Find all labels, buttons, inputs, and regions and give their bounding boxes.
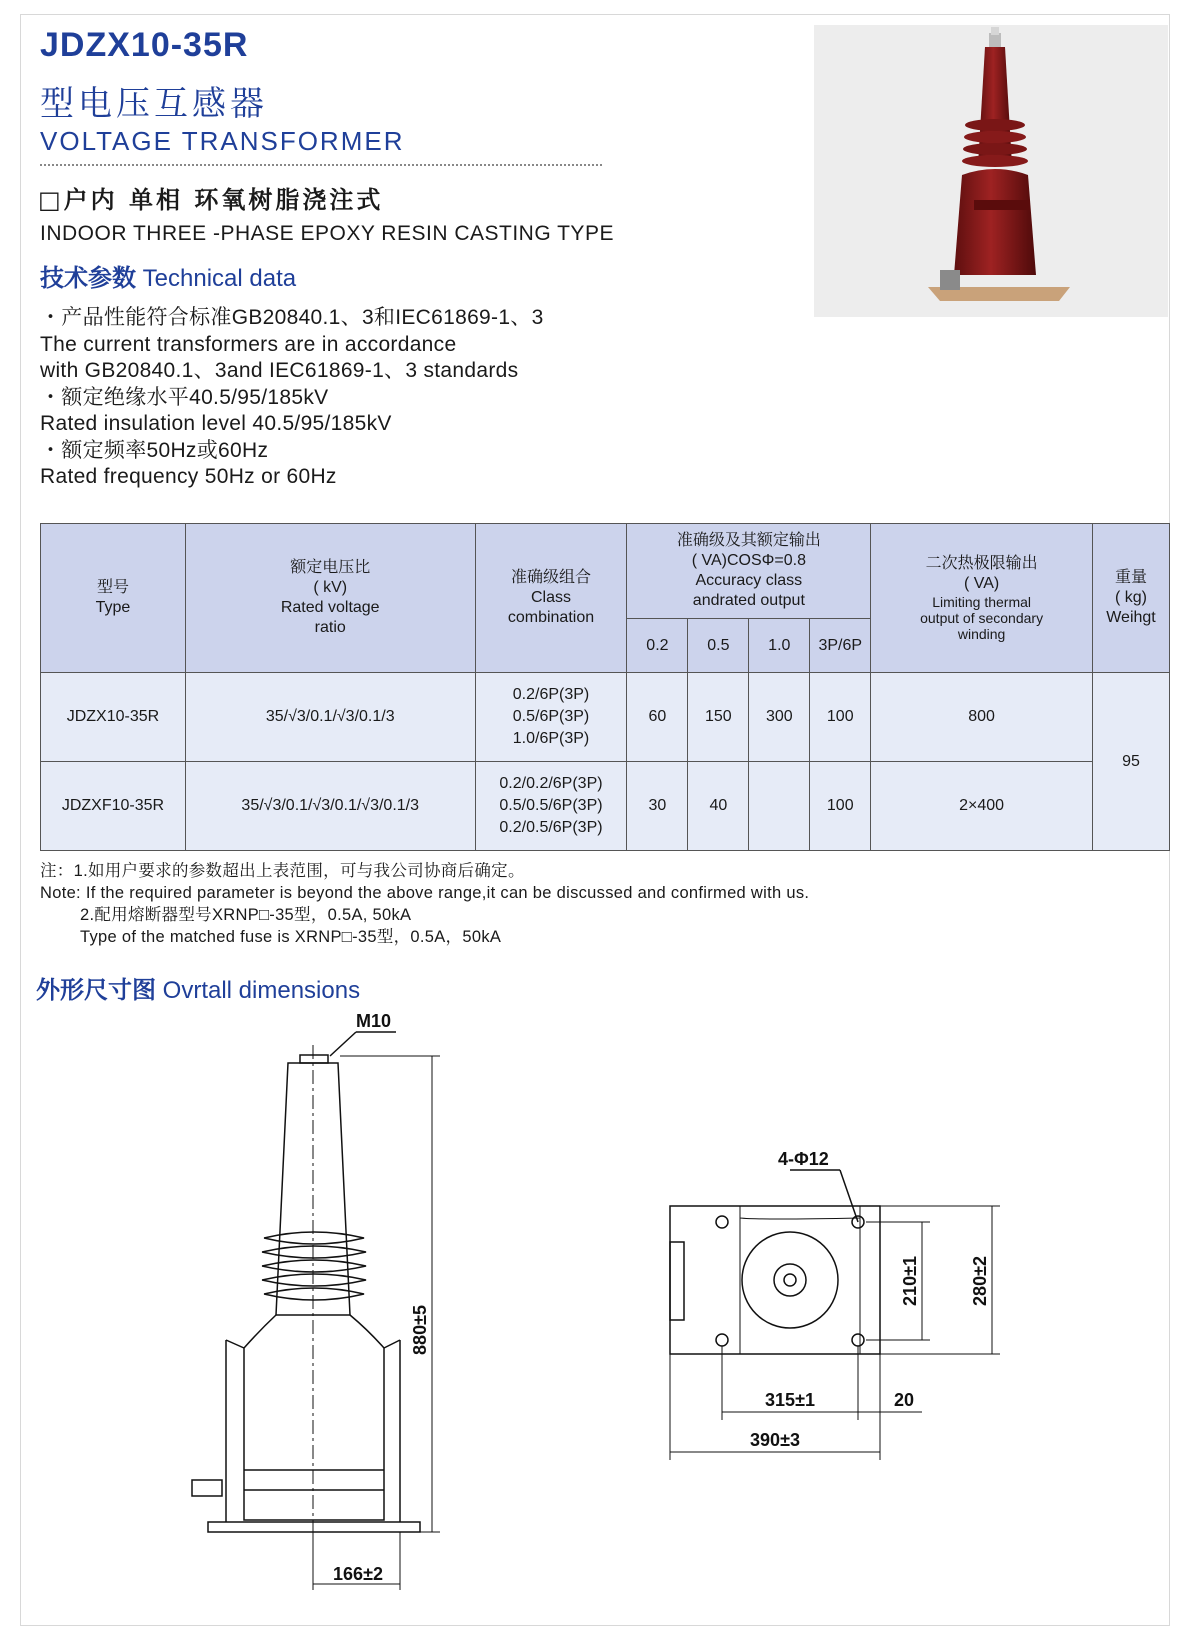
header-acc-1.0: 1.0 bbox=[749, 619, 810, 673]
header-limiting-en2: output of secondary bbox=[920, 610, 1044, 626]
class-line: 0.5/6P(3P) bbox=[512, 708, 590, 725]
cell-acc-3p6p: 100 bbox=[810, 762, 871, 851]
dim-315: 315±1 bbox=[765, 1390, 815, 1410]
header-accuracy-en: Accuracy class bbox=[695, 572, 803, 589]
note-line: 2.配用熔断器型号XRNP□-35型，0.5A, 50kA bbox=[80, 906, 412, 924]
header-class-cn: 准确级组合 bbox=[510, 569, 591, 586]
cell-acc-0.2: 60 bbox=[627, 673, 688, 762]
top-view-drawing bbox=[670, 1170, 1000, 1460]
header-acc-0.2: 0.2 bbox=[627, 619, 688, 673]
header-weight-cn: 重量 bbox=[1114, 569, 1147, 586]
class-line: 0.2/0.2/6P(3P) bbox=[499, 775, 603, 792]
cell-acc-0.5: 150 bbox=[688, 673, 749, 762]
header-limiting-en3: winding bbox=[957, 626, 1006, 642]
spec-line: ・额定频率50Hz或60Hz bbox=[40, 438, 269, 462]
cell-acc-3p6p: 100 bbox=[810, 673, 871, 762]
spec-line: with GB20840.1、3and IEC61869-1、3 standards bbox=[40, 359, 519, 382]
dimensions-heading-en: Ovrtall dimensions bbox=[156, 977, 361, 1004]
technical-heading-cn: 技术参数 bbox=[40, 264, 136, 292]
spec-line: ・产品性能符合标准GB20840.1、3和IEC61869-1、3 bbox=[40, 306, 544, 329]
note-line: Note: If the required parameter is beyond the above range,it can be discussed and confirmed with us. bbox=[40, 884, 810, 902]
dim-holes: 4-Φ12 bbox=[778, 1149, 829, 1169]
technical-heading-en: Technical data bbox=[136, 265, 297, 292]
header-class-en2: combination bbox=[507, 609, 595, 626]
header-weight-en: Weihgt bbox=[1106, 609, 1156, 626]
cell-limiting: 2×400 bbox=[871, 762, 1093, 851]
spec-line: The current transformers are in accordance bbox=[40, 332, 457, 356]
cell-ratio: 35/√3/0.1/√3/0.1/3 bbox=[185, 673, 475, 762]
header-limiting-cn: 二次热极限输出 bbox=[925, 555, 1038, 572]
header-acc-3p6p: 3P/6P bbox=[810, 619, 871, 673]
class-line: 1.0/6P(3P) bbox=[512, 730, 590, 747]
header-limiting-unit: ( VA) bbox=[963, 575, 1000, 592]
cell-type: JDZXF10-35R bbox=[41, 762, 186, 851]
header-weight-unit: ( kg) bbox=[1114, 589, 1147, 606]
header-type-en: Type bbox=[95, 599, 131, 616]
cell-acc-1.0: 300 bbox=[749, 673, 810, 762]
dim-280: 280±2 bbox=[970, 1256, 990, 1306]
class-line: 0.2/0.5/6P(3P) bbox=[499, 819, 603, 836]
cell-acc-0.5: 40 bbox=[688, 762, 749, 851]
spec-line: Rated frequency 50Hz or 60Hz bbox=[40, 465, 337, 488]
dimensions-heading-cn: 外形尺寸图 bbox=[36, 976, 156, 1004]
cell-ratio: 35/√3/0.1/√3/0.1/√3/0.1/3 bbox=[185, 762, 475, 851]
cell-acc-0.2: 30 bbox=[627, 762, 688, 851]
dim-20: 20 bbox=[893, 1390, 915, 1410]
class-line: 0.5/0.5/6P(3P) bbox=[499, 797, 603, 814]
cell-weight: 95 bbox=[1092, 673, 1169, 851]
header-accuracy-en2: andrated output bbox=[692, 592, 805, 609]
dim-base: 166±2 bbox=[333, 1564, 383, 1584]
header-acc-0.5: 0.5 bbox=[688, 619, 749, 673]
header-class-en: Class bbox=[530, 589, 571, 606]
spec-line: ・额定绝缘水平40.5/95/185kV bbox=[40, 385, 329, 409]
dim-390: 390±3 bbox=[750, 1430, 800, 1450]
spec-line: Rated insulation level 40.5/95/185kV bbox=[40, 412, 392, 435]
header-accuracy-unit: ( VA)COSΦ=0.8 bbox=[691, 552, 806, 569]
note-line: 注：1.如用户要求的参数超出上表范围，可与我公司协商后确定。 bbox=[40, 862, 525, 880]
header-type-cn: 型号 bbox=[96, 579, 129, 596]
header-limiting-en: Limiting thermal bbox=[932, 594, 1032, 610]
cell-limiting: 800 bbox=[871, 673, 1093, 762]
side-view-drawing bbox=[192, 1032, 440, 1590]
title-chinese: 型电压互感器 bbox=[40, 84, 268, 124]
class-line: 0.2/6P(3P) bbox=[512, 686, 590, 703]
dim-210: 210±1 bbox=[900, 1256, 920, 1306]
subtitle-chinese: □户内 单相 环氧树脂浇注式 bbox=[38, 186, 384, 214]
header-ratio-en2: ratio bbox=[314, 619, 346, 636]
subtitle-english: INDOOR THREE -PHASE EPOXY RESIN CASTING TYPE bbox=[40, 222, 614, 245]
dim-height: 880±5 bbox=[410, 1305, 430, 1355]
header-ratio-en: Rated voltage bbox=[280, 599, 380, 616]
title-english: VOLTAGE TRANSFORMER bbox=[40, 126, 405, 156]
cell-type: JDZX10-35R bbox=[41, 673, 186, 762]
header-ratio-unit: ( kV) bbox=[313, 579, 348, 596]
note-line: Type of the matched fuse is XRNP□-35型，0.5A，50kA bbox=[80, 928, 502, 946]
model-title: JDZX10-35R bbox=[40, 26, 249, 64]
header-ratio-cn: 额定电压比 bbox=[290, 559, 371, 576]
header-accuracy-cn: 准确级及其额定输出 bbox=[676, 532, 821, 549]
dim-m10: M10 bbox=[356, 1011, 392, 1031]
